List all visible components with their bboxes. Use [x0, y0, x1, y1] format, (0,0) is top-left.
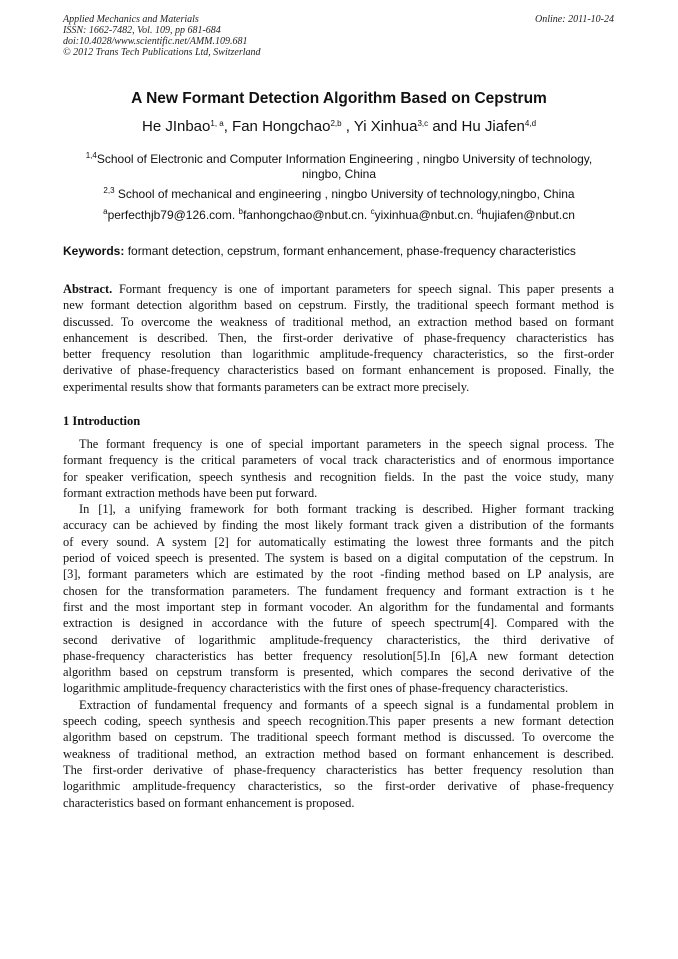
paragraph-line: In [1], a unifying framework for both formant tracking is described. Higher formant tracking — [79, 502, 614, 517]
section-heading: 1 Introduction — [63, 414, 141, 428]
copyright: © 2012 Trans Tech Publications Ltd, Switzerland — [63, 47, 261, 58]
paragraph-line: formant frequency is the critical parameters of vocal track characteristics and of enormous importance — [63, 453, 614, 468]
issn: ISSN: 1662-7482, Vol. 109, pp 681-684 — [63, 25, 221, 36]
paragraph-line: Extraction of fundamental frequency and formants of a speech signal is a fundamental problem in — [79, 697, 614, 712]
paragraph-line: extraction is designed in accordance with the future of speech spectrum[4]. Compared with the — [63, 616, 614, 631]
paragraph-line: phase-frequency characteristics has better frequency resolution[5].In [6],A new formant detection — [63, 648, 614, 663]
keywords-label: Keywords: — [63, 244, 125, 258]
abstract-line — [63, 281, 614, 297]
paragraph-line: characteristics based on formant enhancement is proposed. — [63, 795, 355, 810]
abstract-line — [63, 346, 614, 362]
doi: doi:10.4028/www.scientific.net/AMM.109.681 — [63, 36, 248, 47]
paragraph-line: The formant frequency is one of special important parameters in the speech signal process. The — [79, 437, 614, 451]
paragraph-line: speech coding, speech synthesis and speech recognition.This paper presents a new formant detection — [63, 714, 614, 729]
author-sup: 1, a — [210, 119, 224, 128]
abstract-line — [63, 330, 614, 346]
journal-name: Applied Mechanics and Materials — [63, 14, 199, 25]
paragraph-line: [3], formant parameters which are estimated by the root -finding method based on LP analysis, are — [63, 567, 614, 582]
paragraph-line: algorithm based on cepstrum. The traditional speech formant method is discussed. To overcome the — [63, 730, 614, 745]
email: fanhongchao@nbut.cn. — [242, 208, 371, 222]
abstract-text: enhancement is described. Then, the first-order derivative of phase-frequency characteristics has — [63, 330, 614, 345]
paragraph-line: first and the most important step in formant vocoder. An algorithm for the fundamental and formants — [63, 599, 614, 614]
abstract-text: experimental results show that formants parameters can be extract more precisely. — [63, 379, 470, 394]
keywords-text: formant detection, cepstrum, formant enhancement, phase-frequency characteristics — [124, 244, 576, 258]
email: hujiafen@nbut.cn — [481, 208, 575, 222]
paragraph-line: for speaker verification, speech synthesis and recognition fields. In the past the voice study, many — [63, 469, 614, 484]
author: , Yi Xinhua — [341, 118, 418, 135]
paragraph-line: weakness of traditional method, an extraction method based on formant enhancement is described. — [63, 746, 614, 761]
paragraph-line: algorithm based on cepstrum transform is presented, which compares the second derivative of the — [63, 665, 614, 680]
abstract-text: Formant frequency is one of important parameters for speech signal. This paper presents a — [112, 282, 614, 296]
paper-title: A New Formant Detection Algorithm Based on Cepstrum — [131, 90, 547, 107]
paragraph-line: accuracy can be achieved by finding the most likely formant track given a distribution of the formants — [63, 518, 614, 533]
author-sup: 2,b — [330, 119, 342, 128]
affiliation-sup: 1,4 — [85, 151, 97, 160]
abstract-text: derivative of phase-frequency characteristics based on formant enhancement is proposed. Finally, the — [63, 363, 614, 378]
affiliation-2 — [0, 187, 678, 202]
paragraph-line: logarithmic amplitude-frequency characteristics with the first ones of phase-frequency characteristics. — [63, 681, 569, 696]
paragraph-line: logarithmic amplitude-frequency characteristics, so the first-order derivative of phase-frequency — [63, 779, 614, 794]
email: yixinhua@nbut.cn. — [374, 208, 477, 222]
affiliation-text: ningbo, China — [301, 167, 377, 181]
author-sup: 3,c — [417, 119, 429, 128]
online-date: Online: 2011-10-24 — [535, 14, 614, 25]
paragraph-line: of every sound. A system [2] for automatically estimating the lowest three formants and the pitch — [63, 534, 614, 549]
abstract-text: new formant detection algorithm based on cepstrum. Firstly, the traditional speech formant method is — [63, 298, 614, 313]
journal-header — [63, 14, 261, 58]
abstract-line — [63, 297, 614, 313]
paragraph-line: The first-order derivative of phase-frequency characteristics has better frequency resolution than — [63, 762, 614, 777]
abstract-text: better frequency resolution than logarithmic amplitude-frequency characteristics, so the first-order — [63, 347, 614, 362]
paragraph-line: period of voiced speech is presented. The system is based on a digital computation of the cepstrum. In — [63, 551, 614, 566]
abstract-line — [63, 379, 614, 395]
authors — [0, 118, 678, 135]
abstract-text: discussed. To overcome the weakness of traditional method, an extraction method based on formant — [63, 314, 614, 329]
affiliation-sup: 2,3 — [103, 186, 115, 195]
email-sup: b — [238, 207, 243, 216]
email-sup: d — [476, 207, 482, 216]
introduction-body — [63, 436, 614, 811]
abstract-label: Abstract. — [63, 282, 113, 296]
paragraph-line: formant extraction methods have been put forward. — [63, 485, 318, 500]
emails — [0, 208, 678, 223]
email-sup: c — [370, 207, 375, 216]
author-sup: 4,d — [524, 119, 537, 128]
author: and Hu Jiafen — [428, 118, 525, 135]
author: He JInbao — [141, 118, 211, 135]
abstract — [63, 281, 614, 395]
paragraph-line: second derivative of logarithmic amplitude-frequency characteristics, the third derivative of — [63, 632, 614, 647]
email: perfecthjb79@126.com. — [107, 208, 239, 222]
author: , Fan Hongchao — [223, 118, 331, 135]
keywords — [63, 244, 576, 258]
affiliation-1 — [0, 152, 678, 182]
email-sup: a — [103, 207, 108, 216]
paragraph-line: chosen for the transformation parameters. The fundament frequency and formant extraction is t he — [63, 583, 614, 598]
affiliation-text: School of mechanical and engineering , ningbo University of technology,ningbo, China — [114, 187, 575, 201]
abstract-line — [63, 362, 614, 378]
abstract-line — [63, 314, 614, 330]
affiliation-text: School of Electronic and Computer Information Engineering , ningbo University of technology, — [96, 152, 593, 166]
